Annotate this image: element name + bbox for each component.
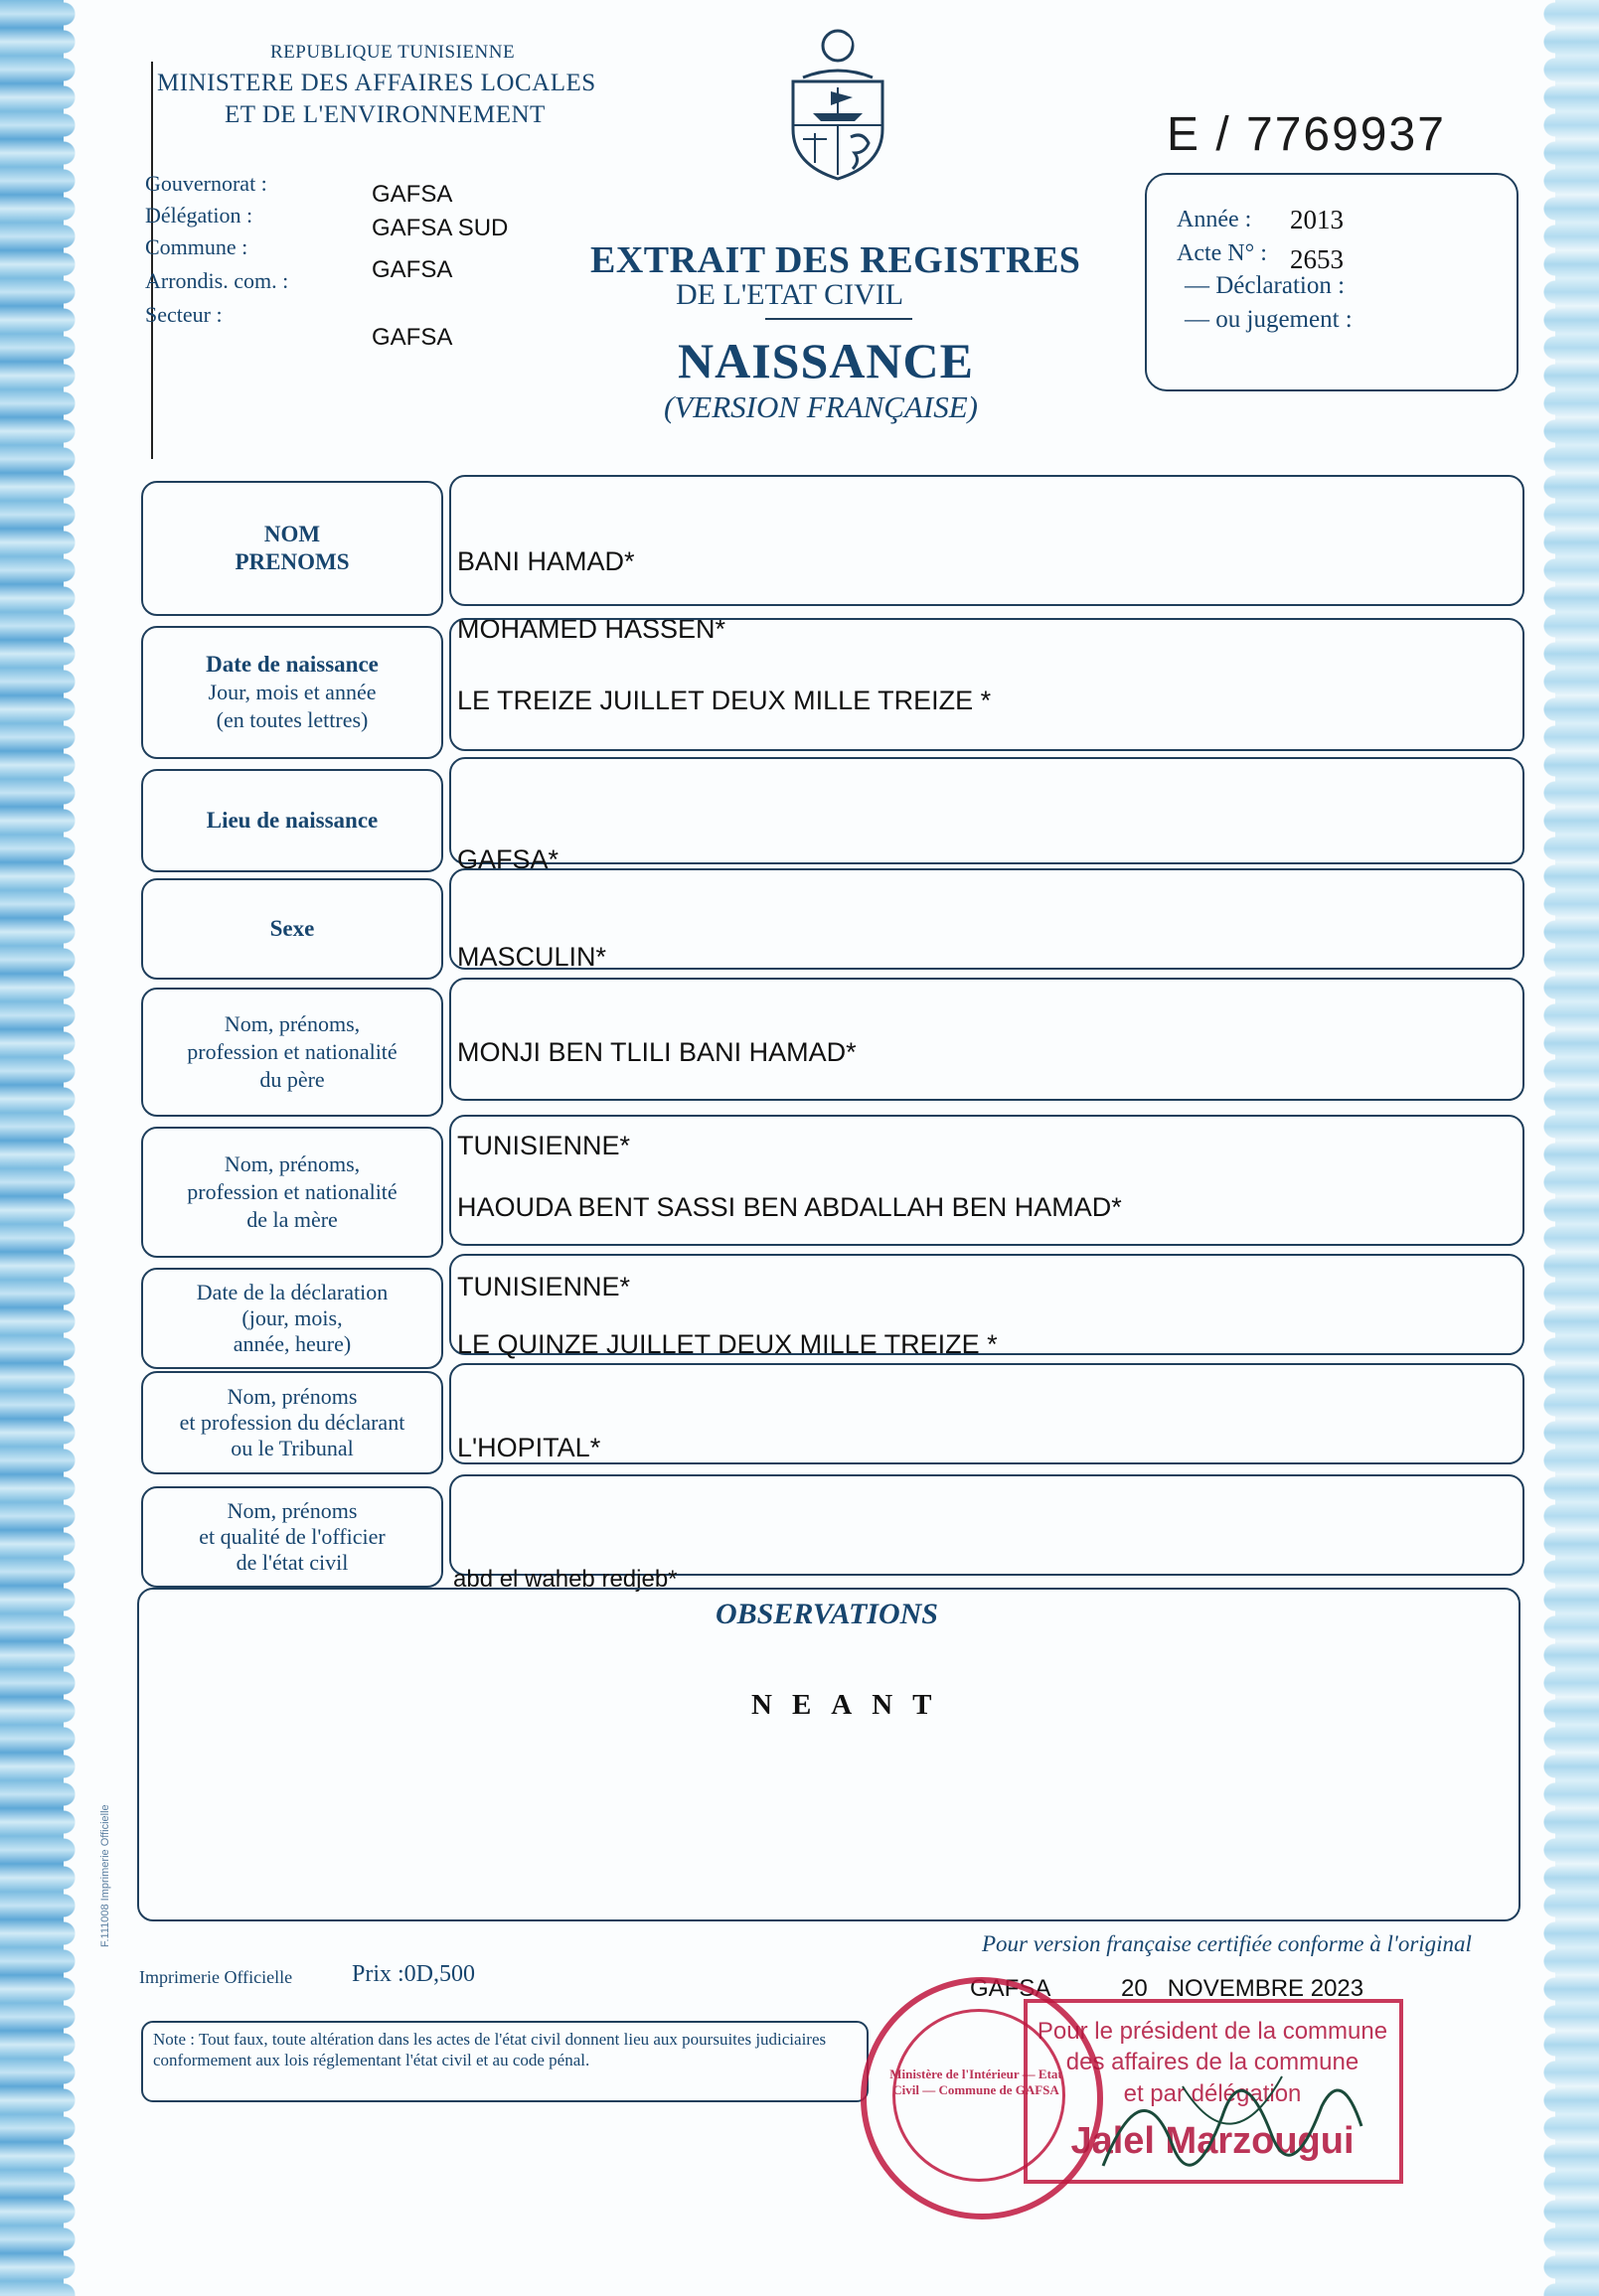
- declaration-date-value: LE QUINZE JUILLET DEUX MILLE TREIZE *: [457, 1329, 998, 1359]
- observations-box: [137, 1588, 1520, 1921]
- mere-value-box: [449, 1115, 1524, 1246]
- officier-value-box: [449, 1474, 1524, 1576]
- declaration-date-label-line1: Date de la déclaration: [196, 1280, 389, 1304]
- observations-title: OBSERVATIONS: [716, 1598, 938, 1630]
- date-naissance-label: Date de naissance: [206, 652, 379, 677]
- printer-label: Imprimerie Officielle: [139, 1967, 293, 1987]
- delegation-label: Délégation :: [145, 203, 253, 228]
- declarant-value-box: [449, 1363, 1524, 1464]
- delegation-value: GAFSA SUD: [372, 215, 509, 241]
- secteur-label: Secteur :: [145, 302, 223, 327]
- serial-number: E / 7769937: [1167, 108, 1446, 161]
- title-version: (VERSION FRANÇAISE): [664, 389, 978, 424]
- commune-label: Commune :: [145, 234, 248, 259]
- pere-label-line3: du père: [259, 1067, 325, 1092]
- declarant-label-line1: Nom, prénoms: [227, 1384, 358, 1409]
- officier-label-box: [141, 1486, 443, 1588]
- lieu-label-box: [141, 769, 443, 872]
- declarant-label-line3: ou le Tribunal: [231, 1436, 354, 1460]
- declaration-date-label-box: [141, 1268, 443, 1369]
- acte-label: Acte N° :: [1177, 240, 1267, 266]
- annee-label: Année :: [1177, 207, 1252, 232]
- header-vertical-rule: [151, 62, 153, 459]
- prenoms-label: PRENOMS: [235, 549, 350, 574]
- acte-value: 2653: [1290, 244, 1344, 274]
- stamp-line1: Pour le président de la commune: [1037, 2018, 1388, 2045]
- stamp-name: Jalel Marzougui: [1070, 2120, 1355, 2162]
- declarant-label-line2: et profession du déclarant: [179, 1410, 405, 1435]
- price-label: Prix :0D,500: [352, 1961, 476, 1987]
- officier-value: abd el waheb redjeb*: [453, 1566, 678, 1593]
- date-naissance-value: LE TREIZE JUILLET DEUX MILLE TREIZE *: [457, 686, 992, 715]
- officier-label-line3: de l'état civil: [236, 1550, 349, 1575]
- pere-nationality: TUNISIENNE*: [457, 1131, 631, 1160]
- secteur-value: GAFSA: [372, 324, 453, 351]
- sexe-label: Sexe: [269, 916, 315, 941]
- stamp-line2: des affaires de la commune: [1065, 2049, 1359, 2075]
- title-main: NAISSANCE: [678, 333, 974, 388]
- declarant-label-box: [141, 1371, 443, 1474]
- arrondis-label: Arrondis. com. :: [145, 268, 289, 293]
- observations-value: NEANT: [751, 1689, 952, 1721]
- ministry-line2: ET DE L'ENVIRONNEMENT: [225, 101, 546, 128]
- mere-label-line3: de la mère: [246, 1207, 338, 1232]
- officier-label-line2: et qualité de l'officier: [199, 1524, 386, 1549]
- left-decorative-border: [0, 0, 78, 2296]
- handwritten-signature-icon: [1083, 2027, 1381, 2206]
- gouvernorat-value: GAFSA: [372, 181, 453, 208]
- stamp-ring-text: Ministère de l'Intérieur — Etat Civil — Commune de GAFSA: [889, 2066, 1062, 2097]
- lieu-value: GAFSA*: [457, 844, 560, 874]
- lieu-value-box: [449, 757, 1524, 864]
- tunisia-coat-of-arms-icon: [773, 26, 902, 183]
- mere-value: HAOUDA BENT SASSI BEN ABDALLAH BEN HAMAD*: [457, 1192, 1122, 1222]
- declaration-label: — Déclaration :: [1185, 272, 1346, 299]
- annee-value: 2013: [1290, 205, 1344, 234]
- pere-label-line2: profession et nationalité: [187, 1039, 398, 1064]
- nom-value: BANI HAMAD*: [457, 546, 635, 576]
- title-line1: EXTRAIT DES REGISTRES: [590, 239, 1081, 281]
- pere-label-box: [141, 988, 443, 1117]
- republic-label: REPUBLIQUE TUNISIENNE: [270, 42, 516, 63]
- mere-label-box: [141, 1127, 443, 1258]
- commune-value: GAFSA: [372, 256, 453, 283]
- ministry-line1: MINISTERE DES AFFAIRES LOCALES: [157, 70, 596, 96]
- certification-place: GAFSA: [970, 1975, 1051, 2002]
- nom-label: NOM: [263, 522, 321, 546]
- sexe-value-box: [449, 868, 1524, 970]
- declarant-value: L'HOPITAL*: [457, 1433, 601, 1462]
- gouvernorat-label: Gouvernorat :: [145, 171, 267, 196]
- lieu-label: Lieu de naissance: [206, 808, 379, 833]
- officier-label-line1: Nom, prénoms: [227, 1498, 358, 1523]
- sexe-label-box: [141, 878, 443, 980]
- date-naissance-value-box: [449, 618, 1524, 751]
- mere-label-line2: profession et nationalité: [187, 1179, 398, 1204]
- pere-value: MONJI BEN TLILI BANI HAMAD*: [457, 1037, 857, 1067]
- title-divider: [765, 318, 912, 320]
- date-naissance-sub2: (en toutes lettres): [216, 707, 369, 732]
- title-line2: DE L'ETAT CIVIL: [676, 278, 904, 311]
- declaration-date-label-line2: (jour, mois,: [241, 1305, 343, 1330]
- stamp-line3: et par délégation: [1123, 2080, 1302, 2107]
- sexe-value: MASCULIN*: [457, 942, 607, 972]
- side-printer-mark: F.111008 Imprimerie Officielle: [99, 1804, 111, 1947]
- nom-prenoms-label-box: [141, 481, 443, 616]
- jugement-label: — ou jugement :: [1185, 306, 1353, 333]
- legal-note-box: Note : Tout faux, toute altération dans les actes de l'état civil donnent lieu aux poursuites judiciaires conformement aux lois réglementant l'état civil et au code pénal.: [141, 2021, 869, 2102]
- prenoms-value: MOHAMED HASSEN*: [457, 614, 726, 644]
- date-naissance-label-box: [141, 626, 443, 759]
- mere-nationality: TUNISIENNE*: [457, 1272, 631, 1301]
- certification-date: 20 NOVEMBRE 2023: [1121, 1975, 1364, 2002]
- mere-label-line1: Nom, prénoms,: [224, 1151, 361, 1176]
- certified-text: Pour version française certifiée conforme à l'original: [982, 1931, 1472, 1956]
- right-decorative-border: [1541, 0, 1599, 2296]
- declaration-date-label-line3: année, heure): [233, 1331, 352, 1356]
- date-naissance-sub1: Jour, mois et année: [208, 680, 377, 704]
- pere-label-line1: Nom, prénoms,: [224, 1011, 361, 1036]
- nom-value-box: [449, 475, 1524, 606]
